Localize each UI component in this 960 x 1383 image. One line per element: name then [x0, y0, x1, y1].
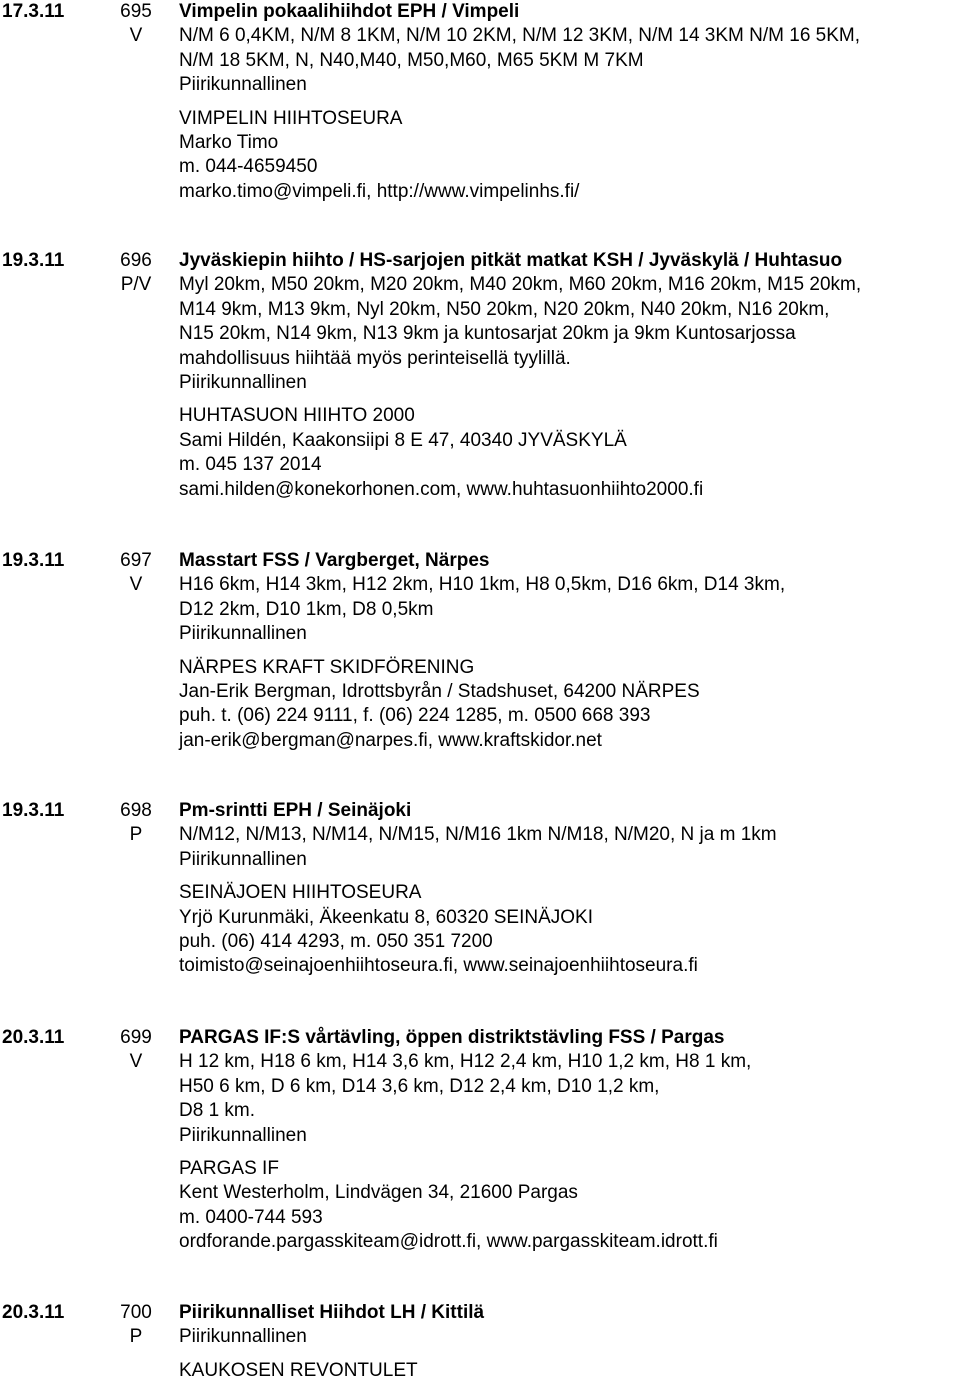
entry-date: 19.3.11	[2, 800, 65, 821]
organizer-contact: Marko Timo	[179, 131, 279, 153]
organizer-phone: m. 044-4659450	[179, 156, 318, 178]
entry-style: Piirikunnallinen	[179, 371, 307, 393]
entry-class-line: H50 6 km, D 6 km, D14 3,6 km, D12 2,4 km, D10 1,2 km,	[179, 1075, 660, 1097]
entry-title: Jyväskiepin hiihto / HS-sarjojen pitkät matkat KSH / Jyväskylä / Huhtasuo	[179, 250, 843, 271]
entry-type: P	[129, 824, 143, 846]
entry-title: PARGAS IF:S vårtävling, öppen distriktstävling FSS / Pargas	[179, 1027, 725, 1048]
entry-style: Piirikunnallinen	[179, 1326, 307, 1348]
entry-style: Piirikunnallinen	[179, 74, 307, 96]
entry-number: 695	[120, 1, 152, 22]
organizer-contact: Yrjö Kurunmäki, Äkeenkatu 8, 60320 SEINÄJOKI	[179, 906, 593, 928]
entry-body	[179, 549, 959, 753]
entry-style: Piirikunnallinen	[179, 1124, 307, 1146]
entry-type: P/V	[120, 274, 152, 296]
organizer-name: KAUKOSEN REVONTULET	[179, 1359, 418, 1381]
entry-class-line: N/M12, N/M13, N/M14, N/M15, N/M16 1km N/M18, N/M20, N ja m 1km	[179, 824, 777, 846]
entry-body	[179, 1301, 959, 1383]
organizer-name: VIMPELIN HIIHTOSEURA	[179, 107, 403, 129]
entry-class-line: N/M 18 5KM, N, N40,M40, M50,M60, M65 5KM M 7KM	[179, 49, 644, 71]
entry-class-line: H16 6km, H14 3km, H12 2km, H10 1km, H8 0,5km, D16 6km, D14 3km,	[179, 574, 786, 596]
organizer-email: sami.hilden@konekorhonen.com, www.huhtasuonhiihto2000.fi	[179, 478, 704, 500]
entry-date: 17.3.11	[2, 1, 65, 22]
organizer-phone: m. 0400-744 593	[179, 1206, 323, 1228]
organizer-phone: puh. t. (06) 224 9111, f. (06) 224 1285, m. 0500 668 393	[179, 705, 651, 727]
entry-date: 20.3.11	[2, 1302, 65, 1323]
entry-body	[179, 1026, 959, 1255]
entry-class-line: H 12 km, H18 6 km, H14 3,6 km, H12 2,4 km, H10 1,2 km, H8 1 km,	[179, 1051, 752, 1073]
entry-number: 700	[120, 1302, 152, 1323]
entry-class-line: Myl 20km, M50 20km, M20 20km, M40 20km, M60 20km, M16 20km, M15 20km,	[179, 274, 862, 296]
organizer-email: ordforande.pargasskiteam@idrott.fi, www.pargasskiteam.idrott.fi	[179, 1231, 718, 1253]
entry-class-line: D12 2km, D10 1km, D8 0,5km	[179, 598, 434, 620]
entry-number: 697	[120, 550, 152, 571]
entry-body	[179, 249, 959, 502]
organizer-name: PARGAS IF	[179, 1157, 279, 1179]
entry-class-line: N15 20km, N14 9km, N13 9km ja kuntosarjat 20km ja 9km Kuntosarjossa	[179, 323, 796, 345]
organizer-contact: Kent Westerholm, Lindvägen 34, 21600 Pargas	[179, 1182, 578, 1204]
organizer-name: NÄRPES KRAFT SKIDFÖRENING	[179, 656, 475, 678]
entry-title: Pm-srintti EPH / Seinäjoki	[179, 800, 412, 821]
entry-number: 698	[120, 800, 152, 821]
entry-class-line: D8 1 km.	[179, 1100, 256, 1122]
organizer-name: SEINÄJOEN HIIHTOSEURA	[179, 882, 422, 904]
organizer-phone: m. 045 137 2014	[179, 454, 322, 476]
organizer-email: marko.timo@vimpeli.fi, http://www.vimpelinhs.fi/	[179, 180, 580, 202]
entry-title: Piirikunnalliset Hiihdot LH / Kittilä	[179, 1302, 485, 1323]
entry-type: V	[129, 574, 143, 596]
entry-number: 699	[120, 1027, 152, 1048]
entry-style: Piirikunnallinen	[179, 623, 307, 645]
entry-date: 19.3.11	[2, 550, 65, 571]
entry-date: 19.3.11	[2, 250, 65, 271]
entry-class-line: N/M 6 0,4KM, N/M 8 1KM, N/M 10 2KM, N/M 12 3KM, N/M 14 3KM N/M 16 5KM,	[179, 25, 861, 47]
entry-title: Vimpelin pokaalihiihdot EPH / Vimpeli	[179, 1, 520, 22]
entry-number: 696	[120, 250, 152, 271]
organizer-name: HUHTASUON HIIHTO 2000	[179, 405, 415, 427]
entry-type: V	[129, 25, 143, 47]
entry-body	[179, 799, 959, 979]
organizer-contact: Jan-Erik Bergman, Idrottsbyrån / Stadshuset, 64200 NÄRPES	[179, 680, 700, 702]
entry-style: Piirikunnallinen	[179, 848, 307, 870]
entry-title: Masstart FSS / Vargberget, Närpes	[179, 550, 490, 571]
entry-class-line: M14 9km, M13 9km, Nyl 20km, N50 20km, N20 20km, N40 20km, N16 20km,	[179, 298, 830, 320]
organizer-phone: puh. (06) 414 4293, m. 050 351 7200	[179, 930, 493, 952]
entry-type: V	[129, 1051, 143, 1073]
organizer-email: toimisto@seinajoenhiihtoseura.fi, www.seinajoenhiihtoseura.fi	[179, 955, 698, 977]
organizer-contact: Sami Hildén, Kaakonsiipi 8 E 47, 40340 JYVÄSKYLÄ	[179, 429, 627, 451]
entry-body	[179, 0, 959, 204]
entry-date: 20.3.11	[2, 1027, 65, 1048]
entry-type: P	[129, 1326, 143, 1348]
organizer-email: jan-erik@bergman@narpes.fi, www.kraftskidor.net	[179, 729, 602, 751]
entry-class-line: mahdollisuus hiihtää myös perinteisellä tyylillä.	[179, 347, 571, 369]
